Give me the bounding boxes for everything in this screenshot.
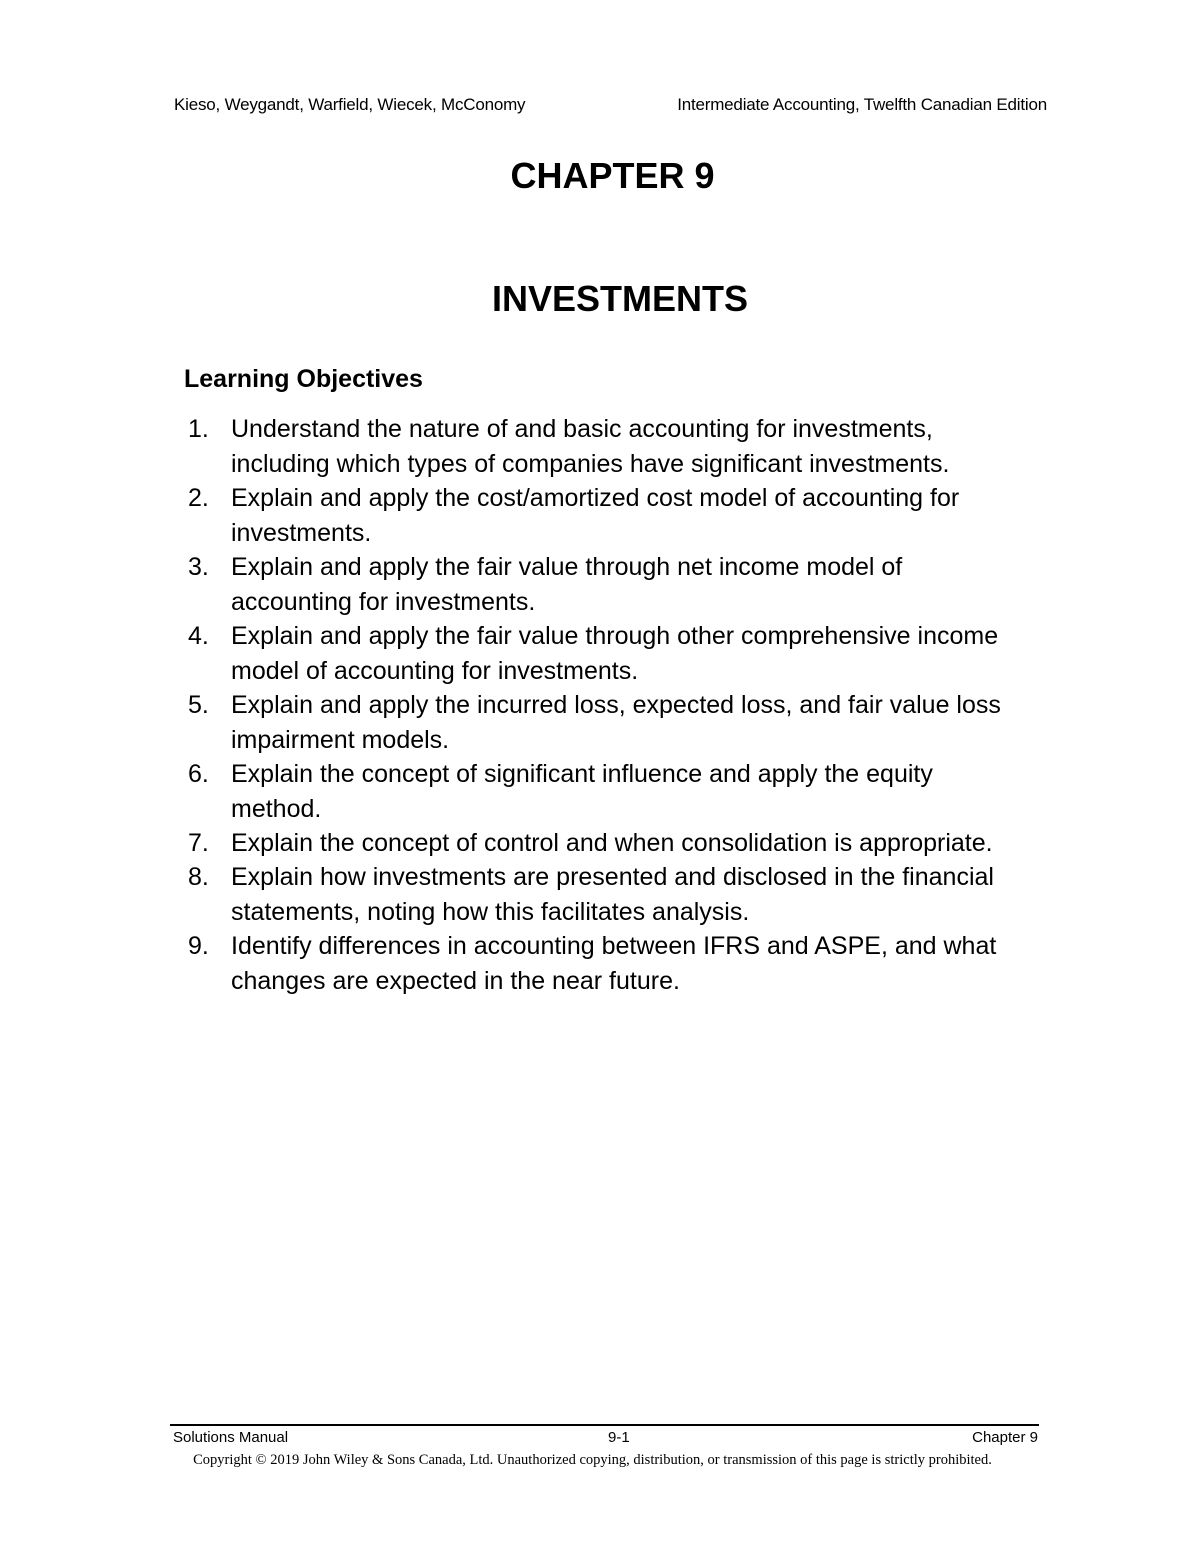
objective-number: 5. bbox=[188, 691, 209, 719]
learning-objective-item bbox=[186, 826, 1006, 861]
footer-manual-label: Solutions Manual bbox=[173, 1429, 289, 1446]
learning-objective-item bbox=[186, 929, 1006, 999]
objective-text: Explain and apply the incurred loss, expected loss, and fair value loss impairment models. bbox=[231, 691, 1001, 754]
header-authors: Kieso, Weygandt, Warfield, Wiecek, McConomy bbox=[174, 95, 526, 114]
objective-number: 4. bbox=[188, 622, 209, 650]
section-title: INVESTMENTS bbox=[491, 278, 749, 319]
learning-objective-item bbox=[186, 860, 1006, 930]
objective-number: 1. bbox=[188, 415, 209, 443]
learning-objectives-list bbox=[186, 412, 1006, 998]
footer-page-number: 9-1 bbox=[608, 1429, 630, 1446]
objective-number: 3. bbox=[188, 553, 209, 581]
objective-number: 9. bbox=[188, 932, 209, 960]
learning-objective-item bbox=[186, 619, 1006, 689]
learning-objective-item bbox=[186, 688, 1006, 758]
footer-chapter-label: Chapter 9 bbox=[972, 1429, 1038, 1446]
objective-number: 7. bbox=[188, 829, 209, 857]
objective-text: Explain and apply the fair value through other comprehensive income model of accounting for investments. bbox=[231, 622, 999, 685]
learning-objective-item bbox=[186, 412, 1006, 482]
learning-objective-item bbox=[186, 481, 1006, 551]
learning-objective-item bbox=[186, 550, 1006, 620]
objective-text: Explain the concept of control and when consolidation is appropriate. bbox=[231, 829, 993, 857]
objective-number: 6. bbox=[188, 760, 209, 788]
objective-text: Identify differences in accounting between IFRS and ASPE, and what changes are expected in the near future. bbox=[231, 932, 997, 995]
learning-objectives-heading: Learning Objectives bbox=[184, 365, 423, 393]
objective-text: Explain and apply the fair value through net income model of accounting for investments. bbox=[231, 553, 903, 616]
header-book-title: Intermediate Accounting, Twelfth Canadian Edition bbox=[677, 95, 1047, 114]
chapter-title: CHAPTER 9 bbox=[510, 155, 715, 196]
objective-text: Explain how investments are presented and disclosed in the financial statements, noting how this facilitates analysis. bbox=[231, 863, 994, 926]
objective-number: 2. bbox=[188, 484, 209, 512]
learning-objective-item bbox=[186, 757, 1006, 827]
footer-divider bbox=[170, 1424, 1039, 1426]
copyright-notice: Copyright © 2019 John Wiley & Sons Canada, Ltd. Unauthorized copying, distribution, or transmission of this page is strictly prohibited. bbox=[193, 1452, 992, 1468]
objective-text: Understand the nature of and basic accounting for investments, including which types of companies have significant investments. bbox=[231, 415, 950, 478]
objective-text: Explain the concept of significant influence and apply the equity method. bbox=[231, 760, 933, 823]
objective-text: Explain and apply the cost/amortized cost model of accounting for investments. bbox=[231, 484, 960, 547]
objective-number: 8. bbox=[188, 863, 209, 891]
